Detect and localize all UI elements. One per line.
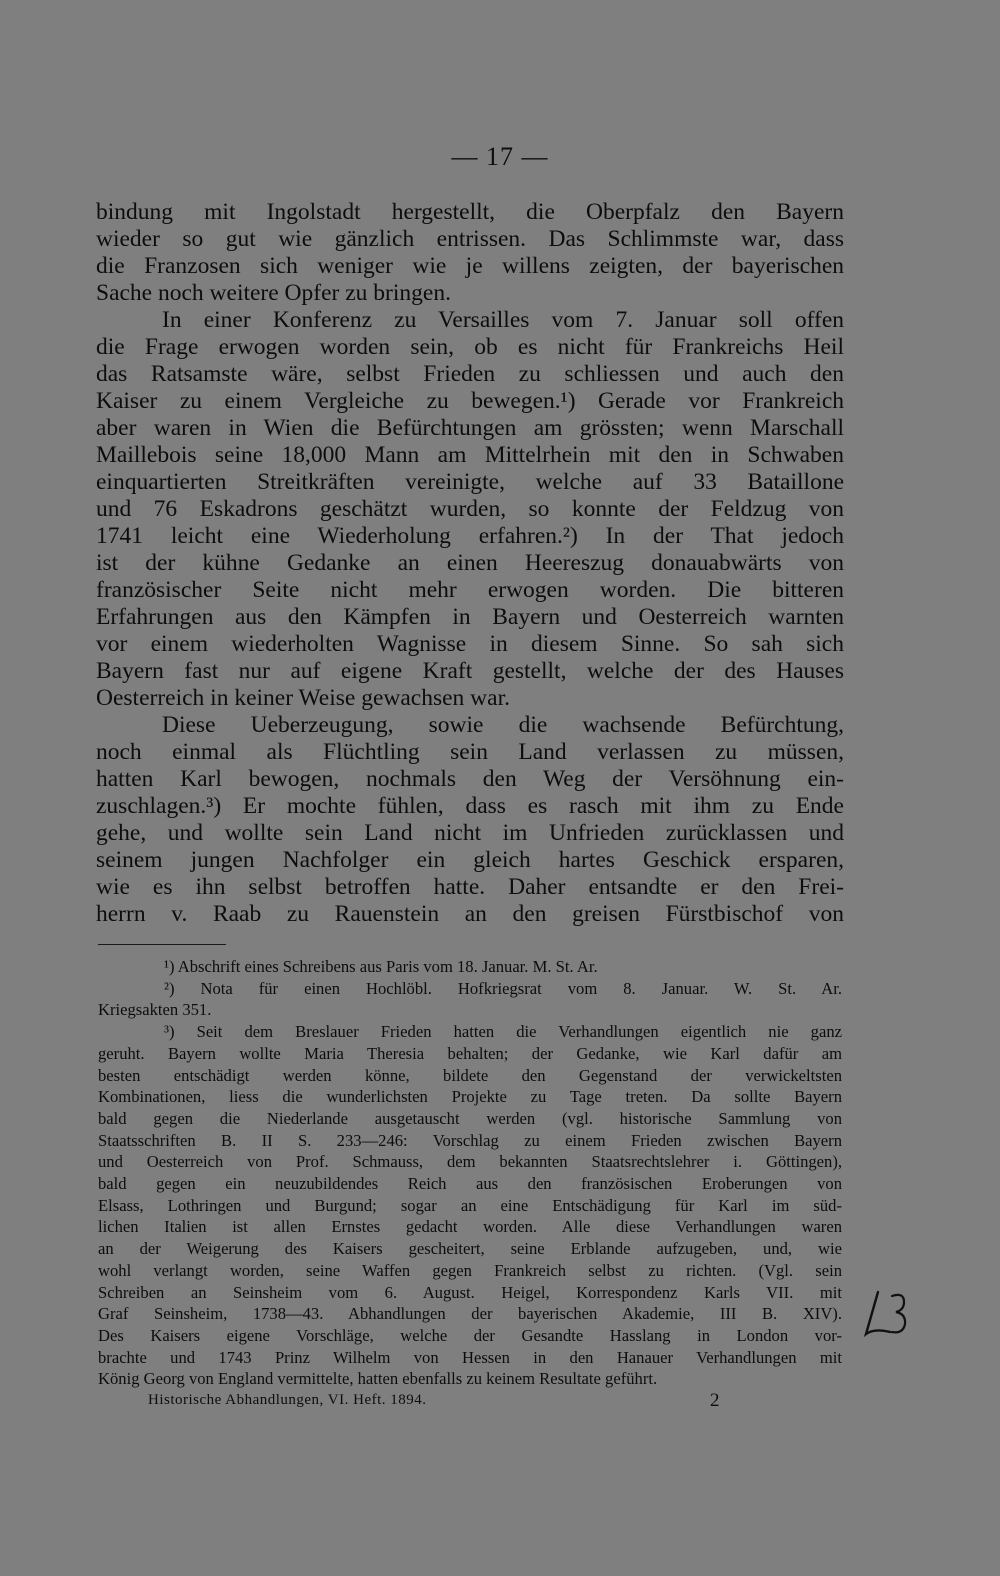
body-text-line: einquartierten Streitkräften vereinigte, welche auf 33 Bataillone — [96, 469, 844, 495]
footnote-line: brachte und 1743 Prinz Wilhelm von Hessen in den Hanauer Verhandlungen mit — [98, 1347, 842, 1367]
handwritten-margin-annotation — [856, 1284, 916, 1344]
body-text-line: vor einem wiederholten Wagnisse in diesem Sinne. So sah sich — [96, 631, 844, 657]
printer-signature: Historische Abhandlungen, VI. Heft. 1894. — [148, 1392, 427, 1408]
main-text — [96, 199, 844, 928]
footnote-line: wohl verlangt worden, seine Waffen gegen Frankreich selbst zu richten. (Vgl. sein — [98, 1260, 842, 1280]
footnotes — [98, 956, 842, 1390]
body-text-line: aber waren in Wien die Befürchtungen am grössten; wenn Marschall — [96, 415, 844, 441]
body-text-line: Kaiser zu einem Vergleiche zu bewegen.¹) Gerade vor Frankreich — [96, 388, 844, 414]
body-text-line: ist der kühne Gedanke an einen Heereszug donauabwärts von — [96, 550, 844, 576]
footnote-line: Elsass, Lothringen und Burgund; sogar an eine Entschädigung für Karl im süd- — [98, 1195, 842, 1215]
footnote-line: ¹) Abschrift eines Schreibens aus Paris vom 18. Januar. M. St. Ar. — [164, 957, 598, 976]
body-text-line: gehe, und wollte sein Land nicht im Unfrieden zurücklassen und — [96, 820, 844, 846]
body-text-line: die Frage erwogen worden sein, ob es nicht für Frankreichs Heil — [96, 334, 844, 360]
body-text-line: Erfahrungen aus den Kämpfen in Bayern und Oesterreich warnten — [96, 604, 844, 630]
body-text-line: Oesterreich in keiner Weise gewachsen war. — [96, 685, 510, 711]
footnote-line: ²) Nota für einen Hochlöbl. Hofkriegsrat vom 8. Januar. W. St. Ar. — [164, 978, 842, 998]
body-text-line: seinem jungen Nachfolger ein gleich hartes Geschick ersparen, — [96, 847, 844, 873]
signature-number: 2 — [710, 1390, 720, 1411]
footnote-line: besten entschädigt werden könne, bildete den Gegenstand der verwickeltsten — [98, 1065, 842, 1085]
body-text-line: hatten Karl bewogen, nochmals den Weg der Versöhnung ein- — [96, 766, 844, 792]
footnote-line: an der Weigerung des Kaisers gescheitert, seine Erblande aufzugeben, und, wie — [98, 1239, 842, 1259]
footnote-line: bald gegen die Niederlande ausgetauscht werden (vgl. historische Sammlung von — [98, 1108, 842, 1128]
body-text-line: Maillebois seine 18,000 Mann am Mittelrhein mit den in Schwaben — [96, 442, 844, 468]
body-text-line: bindung mit Ingolstadt hergestellt, die Oberpfalz den Bayern — [96, 199, 844, 225]
body-text-line: herrn v. Raab zu Rauenstein an den greisen Fürstbischof von — [96, 901, 844, 927]
footnote-line: König Georg von England vermittelte, hatten ebenfalls zu keinem Resultate geführt. — [98, 1369, 658, 1389]
body-text-line: französischer Seite nicht mehr erwogen worden. Die bitteren — [96, 577, 844, 603]
footnote-line: geruht. Bayern wollte Maria Theresia behalten; der Gedanke, wie Karl dafür am — [98, 1043, 842, 1063]
body-text-line: und 76 Eskadrons geschätzt wurden, so konnte der Feldzug von — [96, 496, 844, 522]
footnote-line: Kriegsakten 351. — [98, 1000, 212, 1020]
footnote-line: Kombinationen, liess die wunderlichsten Projekte zu Tage treten. Da sollte Bayern — [98, 1087, 842, 1107]
footnote-line: lichen Italien ist allen Ernstes gedacht worden. Alle diese Verhandlungen waren — [98, 1217, 842, 1237]
footnote-line: bald gegen ein neuzubildendes Reich aus den französischen Eroberungen von — [98, 1174, 842, 1194]
body-text-line: 1741 leicht eine Wiederholung erfahren.²) In der That jedoch — [96, 523, 844, 549]
footnote-line: ³) Seit dem Breslauer Frieden hatten die Verhandlungen eigentlich nie ganz — [164, 1022, 842, 1042]
footnote-line: und Oesterreich von Prof. Schmauss, dem bekannten Staatsrechtslehrer i. Göttingen), — [98, 1152, 842, 1172]
body-text-line: In einer Konferenz zu Versailles vom 7. Januar soll offen — [162, 307, 844, 333]
footnote-line: Staatsschriften B. II S. 233—246: Vorschlag zu einem Frieden zwischen Bayern — [98, 1130, 842, 1150]
footnote-line: Des Kaisers eigene Vorschläge, welche der Gesandte Hasslang in London vor- — [98, 1325, 842, 1345]
footnote-rule — [98, 944, 226, 945]
body-text-line: Diese Ueberzeugung, sowie die wachsende Befürchtung, — [162, 712, 844, 738]
body-text-line: wie es ihn selbst betroffen hatte. Daher entsandte er den Frei- — [96, 874, 844, 900]
body-text-line: Bayern fast nur auf eigene Kraft gestellt, welche der des Hauses — [96, 658, 844, 684]
body-text-line: Sache noch weitere Opfer zu bringen. — [96, 280, 451, 306]
body-text-line: die Franzosen sich weniger wie je willens zeigten, der bayerischen — [96, 253, 844, 279]
body-text-line: noch einmal als Flüchtling sein Land verlassen zu müssen, — [96, 739, 844, 765]
footnote-line: Schreiben an Seinsheim vom 6. August. Heigel, Korrespondenz Karls VII. mit — [98, 1282, 842, 1302]
body-text-line: zuschlagen.³) Er mochte fühlen, dass es rasch mit ihm zu Ende — [96, 793, 844, 819]
page-number: — 17 — — [451, 142, 549, 171]
body-text-line: wieder so gut wie gänzlich entrissen. Das Schlimmste war, dass — [96, 226, 844, 252]
footnote-line: Graf Seinsheim, 1738—43. Abhandlungen der bayerischen Akademie, III B. XIV). — [98, 1304, 842, 1324]
body-text-line: das Ratsamste wäre, selbst Frieden zu schliessen und auch den — [96, 361, 844, 387]
